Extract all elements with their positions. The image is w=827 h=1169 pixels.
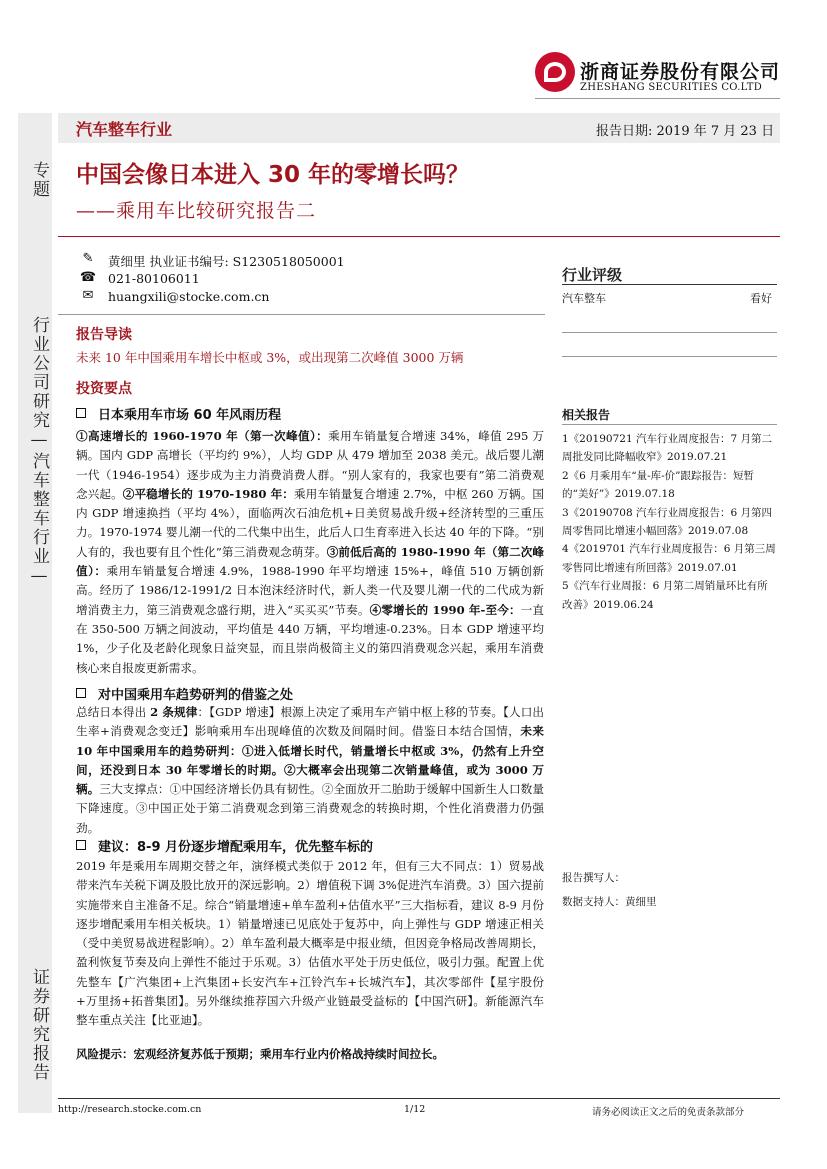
section-1-segment: ③前低后高的 1980-1990 年（第二次峰值）： xyxy=(76,544,544,579)
author-email: huangxili@stocke.com.cn xyxy=(108,289,270,304)
footer-disclaimer: 请务必阅读正文之后的免责条款部分 xyxy=(592,1107,745,1118)
guide-heading: 报告导读 xyxy=(76,327,132,343)
related-item[interactable]: 2《6 月乘用车“量-库-价”跟踪报告：短暂的“美好”》2019.07.18 xyxy=(562,469,755,501)
section-3-body: 2019 年是乘用车周期交替之年，演绎模式类似于 2012 年，但有三大不同点：1）贸易战带来汽车关税下调及股比放开的深远影响。2）增值税下调 3%促进汽车消费。3）国六提前实施带来自主准备不足。综合“销量增速+单车盈利+估值水平”三大指标看，建议 8-9 月份逐步增配乘用车相关板块。1）销量增速已见底处于复苏中，向上弹性与 GDP 增速正相关（受中美贸易战进程影响）。2）单车盈利最大概率是中报业绩，但因竞争格局改善周期长，盈利恢复节奏及向上弹性不能过于乐观。3）估值水平处于历史低位，吸引力强。配置上优先整车【广汽集团+上汽集团+长安汽车+江铃汽车+长城汽车】，其次零部件【星宇股份+万里扬+拓普集团】。另外继续推荐国六升级产业链最受益标的【中国汽研】。新能源汽车整车重点关注【比亚迪】。 xyxy=(76,859,544,1028)
checkbox-bullet-icon xyxy=(76,688,86,698)
title-divider xyxy=(58,236,780,237)
section-1-segment: 乘用车销量复合增速 4.9%，1988-1990 年平均增速 15%+，峰值 510 万辆创新高。经历了 1986/12-1991/2 日本泡沫经济时代，新人类一代及婴儿潮一代的二代成为新增消费主力，第三消费观念盛行期，进入“买买买”节奏。 xyxy=(76,564,544,617)
guide-lead: 未来 10 年中国乘用车增长中枢或 3%，或出现第二次峰值 3000 万辆 xyxy=(76,350,464,365)
section-1-segment: 乘用车销量复合增速 34%，峰值 295 万辆。国内 GDP 高增长（平均约 9%），人均 GDP 从 479 增加至 2038 美元。战后婴儿潮一代（1946-1954）逐步成为主力消费消费人群。“别人家有的，我家也要有”第二消费观念兴起。 xyxy=(76,429,544,501)
section-2-body xyxy=(76,703,544,838)
author-line: 黄细里 执业证书编号: S1230518050001 xyxy=(108,254,345,269)
guide-divider xyxy=(58,314,545,315)
industry-label: 汽车整车行业 xyxy=(76,120,173,139)
section-2-segment: 未来 10 年中国乘用车的趋势研判：①进入低增长时代，销量增长中枢或 3%，仍然有上升空间，还没到日本 30 年零增长的时期。②大概率会出现第二次销量峰值，或为 3000 万辆。 xyxy=(76,724,544,797)
section-2-heading xyxy=(76,684,293,703)
section-1-heading xyxy=(76,404,281,423)
related-item[interactable]: 5《汽车行业周报：6 月第二周销量环比有所改善》2019.06.24 xyxy=(562,580,768,611)
writer-block xyxy=(562,866,657,914)
related-list xyxy=(562,430,777,614)
checkbox-bullet-icon xyxy=(76,408,86,418)
section-1-segment: ②平稳增长的 1970-1980 年： xyxy=(122,486,294,501)
section-2-segment: ：【GDP 增速】根源上决定了乘用车产销中枢上移的节奏。【人口出生率+消费观念变迁】影响乘用车出现峰值的次数及间隔时间。借鉴日本结合国情， xyxy=(76,705,545,739)
points-heading: 投资要点 xyxy=(76,381,132,397)
sidebar-special: 专题 xyxy=(29,161,49,199)
report-date: 报告日期: 2019 年 7 月 23 日 xyxy=(596,124,775,139)
data-support-line: 数据支持人：黄细里 xyxy=(562,896,657,908)
section-1-segment: 一直在 350-500 万辆之间波动，平均值是 440 万辆，平均增速-0.23%。日本 GDP 增速平均 1%，少子化及老龄化现象日益突显，而且崇尚极简主义的第四消费观念兴起，乘用车消费核心来自报废更新需求。 xyxy=(76,602,544,675)
section-1-body xyxy=(76,427,544,678)
page-number: 1/12 xyxy=(404,1104,426,1115)
section-1-segment: 乘用车销量复合增速 2.7%，中枢 260 万辆。国内 GDP 增速换挡（平均 4%），面临两次石油危机+日美贸易战升级+经济转型的三重压力。1970-1974 婴儿潮一代的二代集中出生，此后人口生育率进入长达 40 年的下降。“别人有的，我也要有且个性化”第三消费观念萌芽。 xyxy=(76,486,544,559)
related-heading: 相关报告 xyxy=(562,408,611,422)
rating-line-1 xyxy=(562,332,777,333)
related-item[interactable]: 3《20190708 汽车行业周度报告：6 月第四周零售同比增速小幅回落》2019.07.08 xyxy=(562,506,772,538)
section-3-heading xyxy=(76,836,373,855)
section-2-segment: 总结日本得出 xyxy=(76,705,151,719)
section-2-title: 对中国乘用车趋势研判的借鉴之处 xyxy=(98,688,294,703)
related-divider xyxy=(562,424,777,425)
company-name-en: ZHESHANG SECURITIES CO.LTD xyxy=(580,82,763,93)
section-1-segment: ④零增长的 1990 年-至今： xyxy=(369,602,521,617)
related-item[interactable]: 4《2019701 汽车行业周度报告：6 月第三周零售同比增速有所回落》2019.07.01 xyxy=(562,543,776,574)
writer-line: 报告撰写人： xyxy=(562,872,625,884)
rating-title: 行业评级 xyxy=(562,266,623,284)
company-name-cn: 浙商证券股份有限公司 xyxy=(580,61,781,83)
section-1-segment: ①高速增长的 1960-1970 年（第一次峰值）： xyxy=(76,429,329,443)
rating-divider xyxy=(562,284,777,285)
section-1-title: 日本乘用车市场 60 年风雨历程 xyxy=(98,408,282,423)
sidebar-type: 行业公司研究—汽车整车行业— xyxy=(29,316,49,588)
page-title: 中国会像日本进入 30 年的零增长吗？ xyxy=(76,162,470,188)
header-divider xyxy=(535,98,780,99)
rating-line-2 xyxy=(562,356,777,357)
section-2-segment: 三大支撑点：①中国经济增长仍具有韧性。②全面放开二胎助于缓解中国新生人口数量下降速度。③中国正处于第二消费观念到第三消费观念的转换时期，个性化消费潜力仍强劲。 xyxy=(76,782,544,835)
section-3-title: 建议：8-9 月份逐步增配乘用车，优先整车标的 xyxy=(98,840,374,855)
risk-note: 风险提示：宏观经济复苏低于预期；乘用车行业内价格战持续时间拉长。 xyxy=(76,1047,444,1061)
phone-icon: ☎ xyxy=(79,270,97,285)
checkbox-bullet-icon xyxy=(76,840,86,850)
rating-sector: 汽车整车 xyxy=(562,292,606,305)
section-2-segment: 2 条规律 xyxy=(150,705,198,719)
mail-icon: ✉ xyxy=(82,288,94,303)
footer-divider xyxy=(58,1098,780,1099)
related-item[interactable]: 1《20190721 汽车行业周度报告：7 月第二周批发同比降幅收窄》2019.07.21 xyxy=(562,433,772,464)
author-phone: 021-80106011 xyxy=(108,271,200,286)
company-logo-icon xyxy=(535,52,575,92)
page-subtitle: ——乘用车比较研究报告二 xyxy=(76,200,317,222)
pen-icon: ✎ xyxy=(82,251,94,266)
sidebar-bottom: 证券研究报告 xyxy=(29,968,49,1082)
rating-value: 看好 xyxy=(750,292,772,305)
footer-url[interactable]: http://research.stocke.com.cn xyxy=(58,1104,202,1115)
